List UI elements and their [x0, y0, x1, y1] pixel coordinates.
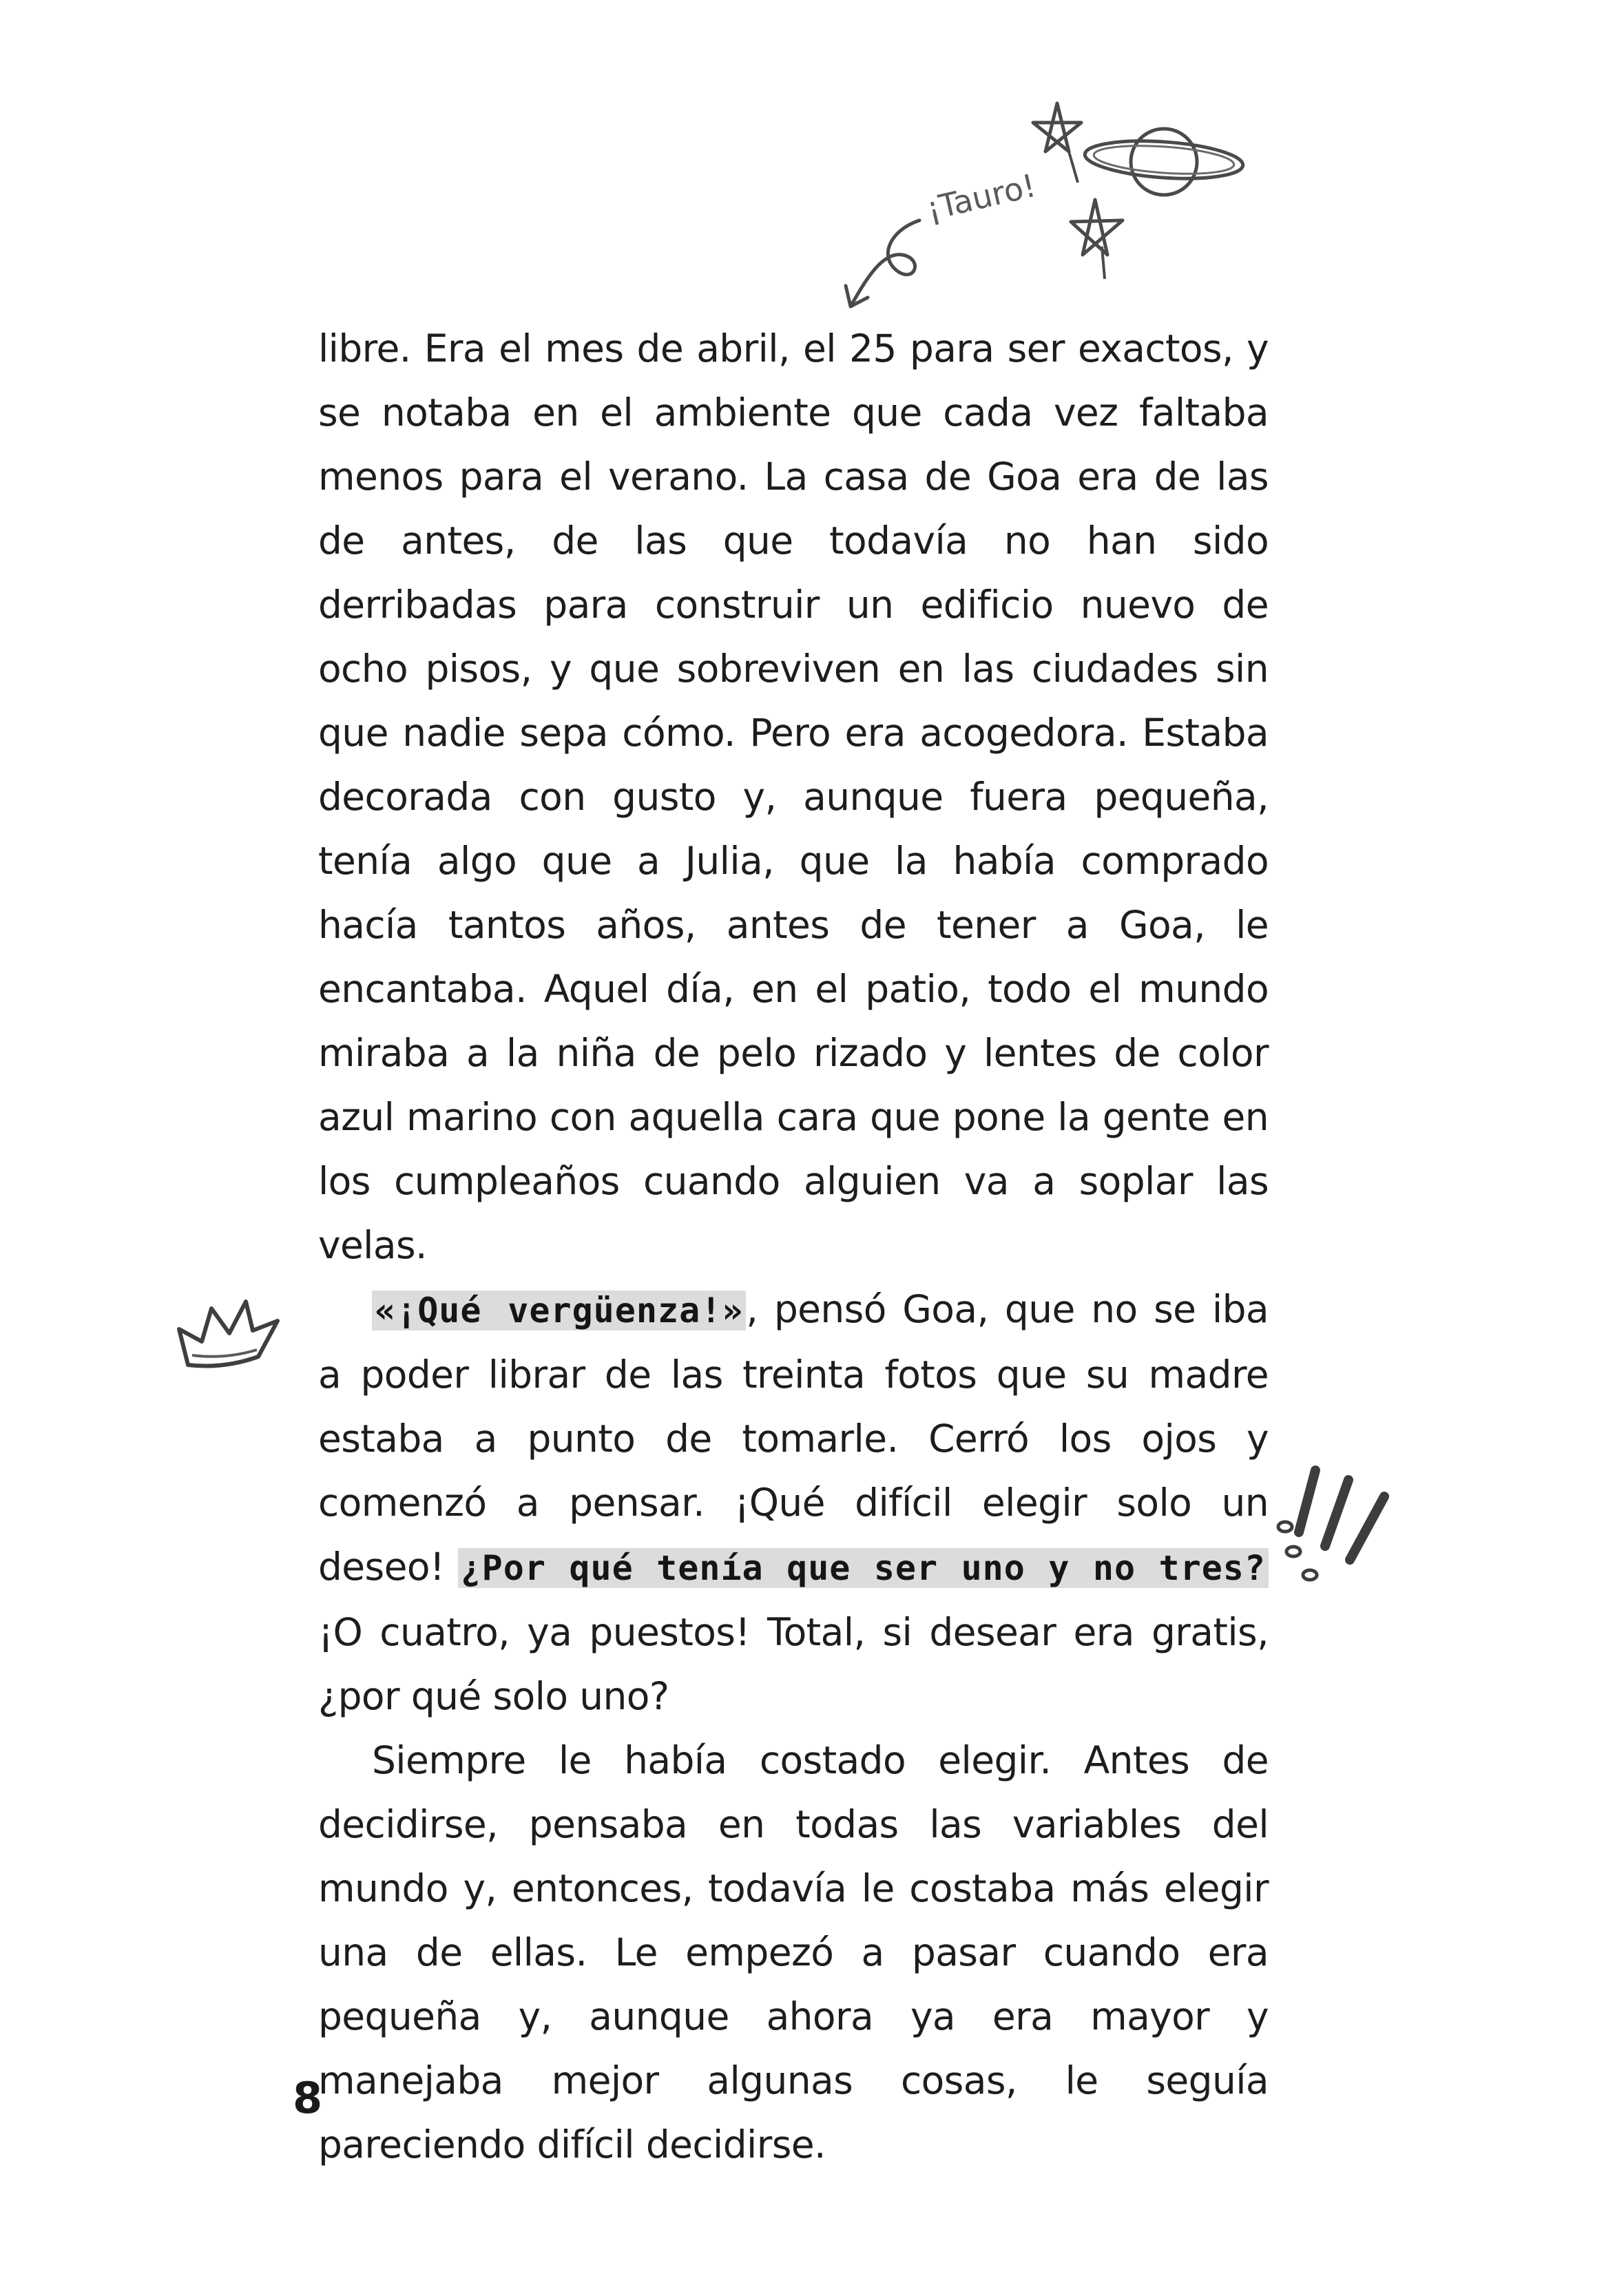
star-icon — [1071, 200, 1123, 279]
paragraph-3 — [318, 1729, 1269, 2177]
highlighted-question: ¿Por qué tenía que ser uno y no tres? — [458, 1548, 1269, 1588]
exclamation-marks-icon — [1267, 1463, 1398, 1587]
highlighted-thought: «¡Qué vergüenza!» — [372, 1291, 746, 1330]
body-text — [318, 317, 1269, 2177]
crown-doodle — [169, 1288, 286, 1377]
paragraph-1 — [318, 317, 1269, 1277]
paragraph-2 — [318, 1277, 1269, 1729]
paragraph-text: Siempre le había costado elegir. Antes de decidirse, pensaba en todas las variables del mundo y, entonces, todavía le costaba más elegir una de ellas. Le empezó a pasar cuando era pequeña y, aunque ahora ya era mayor y manejaba mejor algunas cosas, le seguía pareciendo difícil decidirse. — [318, 1738, 1269, 2167]
tauro-label: ¡Tauro! — [923, 166, 1040, 228]
planet-icon — [1083, 129, 1244, 195]
tauro-doodle — [826, 83, 1267, 317]
curved-arrow-icon — [846, 220, 919, 306]
page-number: 8 — [293, 2073, 323, 2123]
paragraph-text: ¡O cuatro, ya puestos! Total, si desear era gratis, ¿por qué solo uno? — [318, 1610, 1269, 1718]
paragraph-text: , pensó Goa, que no se iba a poder librar de las treinta fotos que su madre estaba a punto de tomarle. Cerró los ojos y comenzó a pensar. ¡Qué difícil elegir solo un deseo! — [318, 1287, 1269, 1589]
crown-icon — [169, 1288, 286, 1377]
exclamation-doodle — [1267, 1463, 1398, 1587]
star-icon — [1033, 103, 1081, 182]
paragraph-text: libre. Era el mes de abril, el 25 para ser exactos, y se notaba en el ambiente que cada vez faltaba menos para el verano. La casa de Goa era de las de antes, de las que todavía no han sido derribadas para construir un edificio nuevo de ocho pisos, y que sobreviven en las ciudades sin que nadie sepa cómo. Pero era acogedora. Estaba decorada con gusto y, aunque fuera pequeña, tenía algo que a Julia, que la había comprado hacía tantos años, antes de tener a Goa, le encantaba. Aquel día, en el patio, todo el mundo miraba a la niña de pelo rizado y lentes de color azul marino con aquella cara que pone la gente en los cumpleaños cuando alguien va a soplar las velas. — [318, 326, 1269, 1267]
